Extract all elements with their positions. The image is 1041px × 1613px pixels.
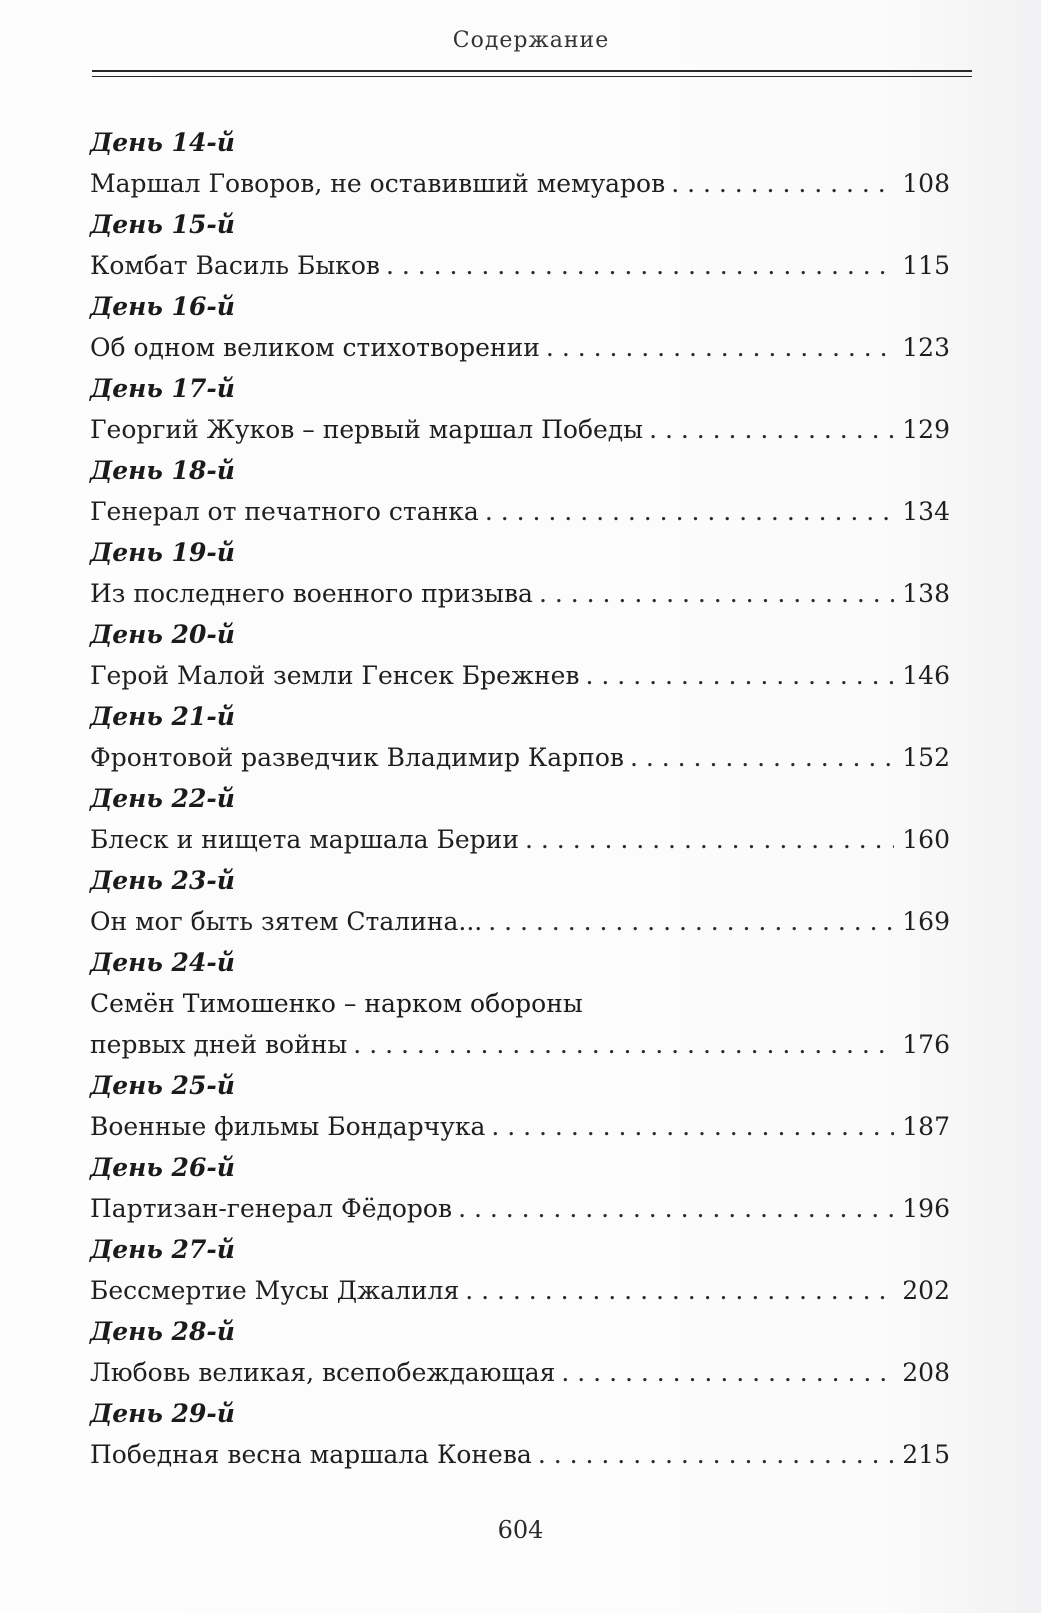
toc-entry <box>90 1352 950 1393</box>
toc-day-heading: День 29-й <box>90 1399 235 1428</box>
toc-entry-page: 202 <box>902 1276 950 1305</box>
toc-entry-page: 146 <box>902 661 950 690</box>
toc-entry-title: Победная весна маршала Конева <box>90 1440 532 1469</box>
toc-day-heading: День 18-й <box>90 456 235 485</box>
toc-entry-title: Об одном великом стихотворении <box>90 333 540 362</box>
toc-entry <box>90 1106 950 1147</box>
toc-day-heading: День 27-й <box>90 1235 235 1264</box>
toc-day-heading: День 28-й <box>90 1317 235 1346</box>
dot-leader <box>488 901 894 942</box>
toc-day-heading: День 22-й <box>90 784 235 813</box>
toc-entry-page: 115 <box>902 251 950 280</box>
header-rule-thick <box>92 70 972 72</box>
toc-entry-page: 208 <box>902 1358 950 1387</box>
page-number: 604 <box>497 1516 544 1544</box>
toc-entry <box>90 655 950 696</box>
header-rule-thin <box>92 76 972 77</box>
toc-entry-title: Блеск и нищета маршала Берии <box>90 825 520 854</box>
toc-entry-title: Герой Малой земли Генсек Брежнев <box>90 661 580 690</box>
toc-day-heading: День 20-й <box>90 620 235 649</box>
toc-entry-page: 187 <box>902 1112 950 1141</box>
toc-day-heading: День 23-й <box>90 866 235 895</box>
toc-entry-page: 123 <box>902 333 950 362</box>
toc-day-heading: День 15-й <box>90 210 235 239</box>
toc-entry-page: 152 <box>902 743 950 772</box>
toc-entry-page: 196 <box>902 1194 950 1223</box>
toc-day-heading: День 14-й <box>90 128 235 157</box>
toc-entry-page: 134 <box>902 497 950 526</box>
toc-entry-page: 176 <box>902 1030 950 1059</box>
toc-day-heading: День 19-й <box>90 538 235 567</box>
toc-day-heading: День 24-й <box>90 948 235 977</box>
toc-entry <box>90 327 950 368</box>
toc-entry-title: Он мог быть зятем Сталина... <box>90 907 483 936</box>
toc-entry <box>90 491 950 532</box>
toc-day-heading: День 25-й <box>90 1071 235 1100</box>
toc-entry <box>90 1434 950 1475</box>
dot-leader <box>561 1352 894 1393</box>
toc-day-heading: День 16-й <box>90 292 235 321</box>
toc-entry-title-line: Семён Тимошенко – нарком обороны <box>90 989 583 1018</box>
dot-leader <box>353 1024 894 1065</box>
toc-entry <box>90 245 950 286</box>
toc-day-heading: День 26-й <box>90 1153 235 1182</box>
toc-entry <box>90 409 950 450</box>
toc-entry-title: Фронтовой разведчик Владимир Карпов <box>90 743 624 772</box>
dot-leader <box>538 1434 894 1475</box>
toc-entry-title: Из последнего военного призыва <box>90 579 533 608</box>
toc-entry <box>90 737 950 778</box>
dot-leader <box>586 655 895 696</box>
dot-leader <box>491 1106 894 1147</box>
toc-entry-page: 129 <box>902 415 950 444</box>
toc-entry <box>90 573 950 614</box>
toc-entry-title: Георгий Жуков – первый маршал Победы <box>90 415 644 444</box>
dot-leader <box>525 819 894 860</box>
toc-entry-title: первых дней войны <box>90 1030 348 1059</box>
toc-entry <box>90 901 950 942</box>
toc-entry-title: Партизан-генерал Фёдоров <box>90 1194 453 1223</box>
dot-leader <box>630 737 894 778</box>
toc-entry <box>90 1188 950 1229</box>
toc-entry <box>90 163 950 204</box>
dot-leader <box>671 163 894 204</box>
toc-entry-page: 160 <box>902 825 950 854</box>
running-head: Содержание <box>452 28 610 53</box>
toc-entry-page: 138 <box>902 579 950 608</box>
toc-entry <box>90 1270 950 1311</box>
dot-leader <box>546 327 894 368</box>
toc-day-heading: День 17-й <box>90 374 235 403</box>
toc-day-heading: День 21-й <box>90 702 235 731</box>
toc-entry-page: 215 <box>902 1440 950 1469</box>
toc-entry-page: 108 <box>902 169 950 198</box>
toc-entry <box>90 1024 950 1065</box>
dot-leader <box>465 1270 894 1311</box>
toc-entry-title: Бессмертие Мусы Джалиля <box>90 1276 460 1305</box>
dot-leader <box>539 573 894 614</box>
toc-entry-page: 169 <box>902 907 950 936</box>
dot-leader <box>485 491 894 532</box>
toc-entry <box>90 819 950 860</box>
table-of-contents <box>90 122 950 1475</box>
toc-entry-title: Комбат Василь Быков <box>90 251 380 280</box>
toc-entry-title: Маршал Говоров, не оставивший мемуаров <box>90 169 666 198</box>
dot-leader <box>458 1188 894 1229</box>
toc-entry-title: Любовь великая, всепобеждающая <box>90 1358 556 1387</box>
dot-leader <box>649 409 894 450</box>
dot-leader <box>386 245 894 286</box>
toc-entry-title: Генерал от печатного станка <box>90 497 479 526</box>
toc-entry-title: Военные фильмы Бондарчука <box>90 1112 486 1141</box>
